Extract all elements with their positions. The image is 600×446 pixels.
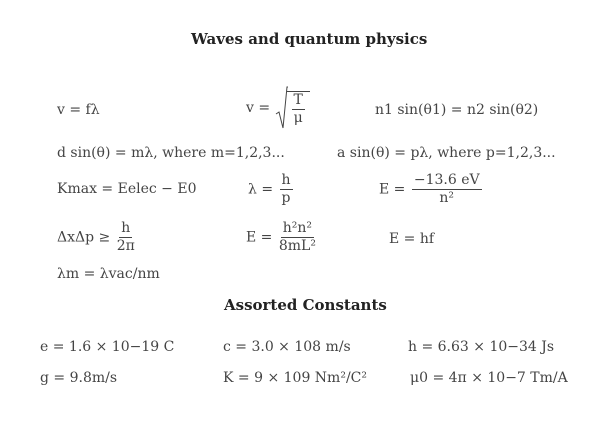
uncertainty-numerator: h <box>121 220 131 236</box>
uncertainty-lhs: ΔxΔp ≥ <box>57 229 111 246</box>
page-title: Waves and quantum physics <box>191 30 428 48</box>
de-broglie-denominator: p <box>281 190 291 206</box>
coulomb-constant: K = 9 × 109 Nm²/C² <box>223 370 367 386</box>
tension-symbol: T <box>293 91 303 108</box>
uncertainty-fraction <box>117 221 135 254</box>
de-broglie-numerator: h <box>281 172 291 188</box>
particle-in-box-denominator: 8mL² <box>278 238 316 254</box>
bohr-energy-lhs: E = <box>379 181 406 198</box>
string-wave-speed-equation <box>246 86 310 130</box>
photon-energy-equation: E = hf <box>389 231 435 247</box>
uncertainty-principle-equation <box>57 221 137 254</box>
elementary-charge-constant: e = 1.6 × 10−19 C <box>40 339 175 355</box>
uncertainty-denominator: 2π <box>116 238 135 254</box>
particle-in-box-fraction <box>279 221 316 254</box>
string-wave-speed-lhs: v = <box>246 100 271 116</box>
bohr-energy-equation <box>379 173 484 206</box>
particle-in-box-lhs: E = <box>246 229 273 246</box>
square-root <box>275 86 310 130</box>
single-slit-equation: a sin(θ) = pλ, where p=1,2,3... <box>337 145 556 161</box>
speed-of-light-constant: c = 3.0 × 108 m/s <box>223 339 351 355</box>
permeability-constant: μ0 = 4π × 10−7 Tm/A <box>410 370 568 386</box>
medium-wavelength-equation: λm = λvac/nm <box>57 266 160 282</box>
particle-in-box-numerator: h²n² <box>282 220 313 236</box>
photoelectric-equation: Kmax = Eelec − E0 <box>57 181 197 197</box>
bohr-energy-numerator: −13.6 eV <box>413 172 480 188</box>
particle-in-box-equation <box>246 221 318 254</box>
constants-heading: Assorted Constants <box>224 296 387 314</box>
planck-constant: h = 6.63 × 10−34 Js <box>408 339 555 355</box>
tension-over-density-fraction <box>292 93 305 126</box>
de-broglie-lhs: λ = <box>248 181 274 198</box>
bohr-energy-denominator: n² <box>439 190 455 206</box>
wave-speed-equation: v = fλ <box>57 102 100 118</box>
de-broglie-fraction <box>280 173 293 206</box>
de-broglie-equation <box>248 173 295 206</box>
gravity-constant: g = 9.8m/s <box>40 370 118 386</box>
linear-density-symbol: μ <box>293 109 303 126</box>
grating-equation: d sin(θ) = mλ, where m=1,2,3... <box>57 145 285 161</box>
bohr-energy-fraction <box>412 173 482 206</box>
snell-law-equation: n1 sin(θ1) = n2 sin(θ2) <box>375 102 539 118</box>
